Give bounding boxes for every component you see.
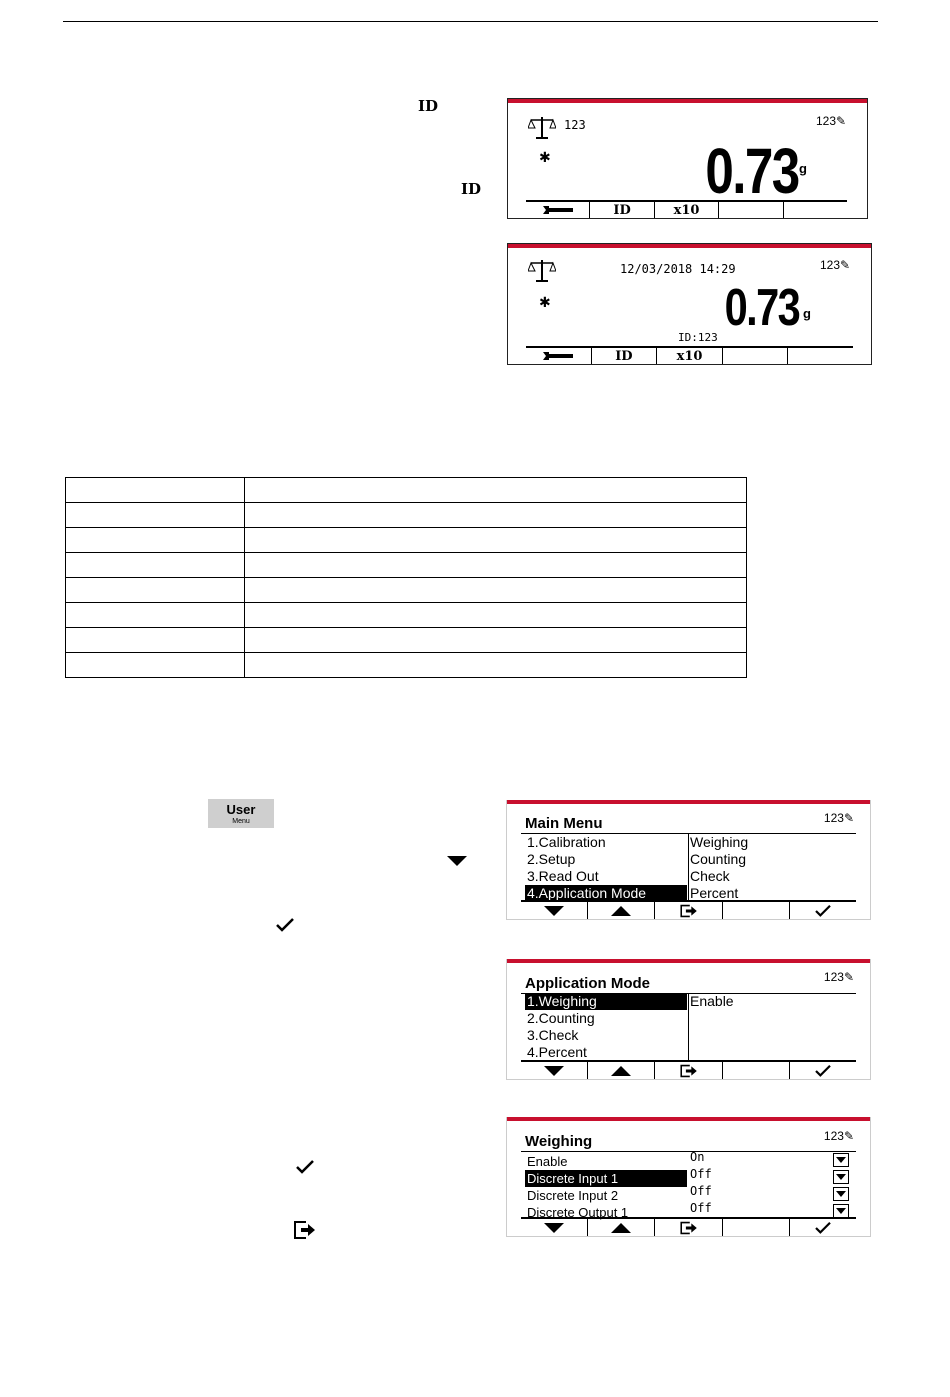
header-rule bbox=[63, 21, 878, 22]
exit-icon bbox=[292, 1219, 318, 1241]
scale-number: 123 bbox=[564, 118, 586, 132]
lcd-top-bar bbox=[508, 99, 867, 103]
lcd-screen-id bbox=[507, 243, 872, 365]
submenu-item: Check bbox=[690, 868, 730, 884]
table-cell bbox=[66, 603, 245, 628]
softkey-exit[interactable] bbox=[655, 1219, 722, 1236]
exit-icon bbox=[678, 1064, 700, 1078]
softkey-blank[interactable] bbox=[723, 1062, 790, 1079]
user-menu-button[interactable] bbox=[208, 799, 274, 828]
wrench-icon bbox=[543, 351, 573, 361]
table-row bbox=[66, 478, 747, 503]
menu-item-enable[interactable]: Enable bbox=[527, 1154, 568, 1169]
checkmark-icon bbox=[295, 1158, 315, 1176]
menu-divider bbox=[688, 833, 689, 901]
softkey-exit[interactable] bbox=[655, 902, 722, 919]
menu-item-check[interactable]: 3.Check bbox=[527, 1027, 579, 1043]
menu-title: Main Menu bbox=[525, 815, 603, 832]
triangle-up-icon bbox=[611, 1223, 631, 1233]
user-menu-subtitle: Menu bbox=[232, 818, 250, 825]
exit-icon bbox=[678, 904, 700, 918]
table-row bbox=[66, 503, 747, 528]
weight-unit: g bbox=[803, 306, 811, 321]
softkey-bar bbox=[521, 900, 856, 919]
setting-value: Off bbox=[690, 1201, 712, 1215]
softkey-up[interactable] bbox=[588, 902, 655, 919]
table-row bbox=[66, 553, 747, 578]
table-row bbox=[66, 603, 747, 628]
scale-icon bbox=[528, 258, 556, 284]
lcd-top-bar bbox=[507, 1117, 870, 1121]
table-cell bbox=[245, 603, 747, 628]
dropdown-button[interactable] bbox=[833, 1170, 849, 1184]
softkey-accept[interactable] bbox=[790, 1062, 856, 1079]
dropdown-button[interactable] bbox=[833, 1153, 849, 1167]
menu-item-counting[interactable]: 2.Counting bbox=[527, 1010, 595, 1026]
menu-item-weighing[interactable]: 1.Weighing bbox=[525, 993, 687, 1010]
softkey-id[interactable]: ID bbox=[590, 202, 654, 218]
menu-list bbox=[525, 834, 687, 902]
menu-item-read-out[interactable]: 3.Read Out bbox=[527, 868, 599, 884]
table-row bbox=[66, 653, 747, 678]
softkey-x10[interactable]: x10 bbox=[657, 348, 723, 364]
table-row bbox=[66, 628, 747, 653]
setting-value: Off bbox=[690, 1167, 712, 1181]
table-row bbox=[66, 578, 747, 603]
softkey-bar bbox=[526, 346, 853, 364]
dropdown-button[interactable] bbox=[833, 1204, 849, 1218]
lcd-screen-weighing bbox=[507, 98, 868, 219]
status-right: 123✎ bbox=[816, 114, 847, 128]
id-line: ID:123 bbox=[678, 331, 718, 344]
lcd-main-menu bbox=[506, 800, 871, 920]
asterisk-icon: ✱ bbox=[539, 149, 551, 165]
table-cell bbox=[245, 528, 747, 553]
pencil-icon: ✎ bbox=[843, 811, 854, 825]
menu-item-application-mode[interactable]: 4.Application Mode bbox=[525, 885, 687, 902]
table-cell bbox=[245, 503, 747, 528]
softkey-blank[interactable] bbox=[723, 1219, 790, 1236]
softkey-up[interactable] bbox=[588, 1219, 655, 1236]
triangle-up-icon bbox=[611, 906, 631, 916]
softkey-accept[interactable] bbox=[790, 1219, 856, 1236]
table-cell bbox=[245, 628, 747, 653]
checkmark-icon bbox=[813, 1221, 833, 1235]
menu-item-calibration[interactable]: 1.Calibration bbox=[527, 834, 606, 850]
dropdown-button[interactable] bbox=[833, 1187, 849, 1201]
softkey-blank[interactable] bbox=[723, 348, 789, 364]
chevron-down-icon bbox=[836, 1208, 846, 1214]
wrench-icon bbox=[543, 205, 573, 215]
lcd-weighing-settings bbox=[506, 1117, 871, 1237]
lcd-top-bar bbox=[507, 800, 870, 804]
softkey-accept[interactable] bbox=[790, 902, 856, 919]
triangle-up-icon bbox=[611, 1066, 631, 1076]
softkey-id[interactable]: ID bbox=[592, 348, 658, 364]
triangle-down-icon bbox=[544, 906, 564, 916]
softkey-blank[interactable] bbox=[723, 902, 790, 919]
softkey-bar bbox=[526, 200, 847, 218]
softkey-blank[interactable] bbox=[719, 202, 783, 218]
table-cell bbox=[245, 653, 747, 678]
menu-item-discrete-output-1[interactable]: Discrete Output 1 bbox=[527, 1205, 629, 1220]
softkey-down[interactable] bbox=[521, 1062, 588, 1079]
menu-item-discrete-input-1[interactable]: Discrete Input 1 bbox=[525, 1170, 687, 1187]
softkey-settings[interactable] bbox=[526, 202, 590, 218]
softkey-down[interactable] bbox=[521, 1219, 588, 1236]
checkmark-icon bbox=[813, 1064, 833, 1078]
datetime: 12/03/2018 14:29 bbox=[620, 262, 736, 276]
dropdown-column bbox=[833, 1153, 849, 1218]
table-cell bbox=[66, 553, 245, 578]
setting-value: Off bbox=[690, 1184, 712, 1198]
pencil-icon: ✎ bbox=[843, 970, 854, 984]
softkey-up[interactable] bbox=[588, 1062, 655, 1079]
pencil-icon: ✎ bbox=[836, 114, 847, 128]
table-cell bbox=[245, 578, 747, 603]
exit-icon bbox=[678, 1221, 700, 1235]
table-cell bbox=[66, 653, 245, 678]
status-right: 123✎ bbox=[823, 811, 854, 825]
weight-readout: 0.73 bbox=[705, 135, 799, 207]
table-cell bbox=[66, 628, 245, 653]
value-enable: Enable bbox=[690, 993, 734, 1009]
table-row bbox=[66, 528, 747, 553]
table-cell bbox=[66, 528, 245, 553]
menu-item-discrete-input-2[interactable]: Discrete Input 2 bbox=[527, 1188, 619, 1203]
softkey-blank[interactable] bbox=[788, 348, 853, 364]
submenu-preview bbox=[690, 834, 748, 902]
scale-icon bbox=[528, 115, 556, 141]
menu-title: Weighing bbox=[525, 1133, 593, 1150]
weight-readout: 0.73 bbox=[724, 279, 799, 337]
lcd-top-bar bbox=[507, 959, 870, 963]
softkey-bar bbox=[521, 1217, 856, 1236]
triangle-down-icon bbox=[544, 1223, 564, 1233]
checkmark-icon bbox=[275, 916, 295, 934]
menu-value bbox=[690, 993, 734, 1010]
asterisk-icon: ✱ bbox=[539, 294, 551, 310]
submenu-item: Percent bbox=[690, 885, 739, 901]
inline-id-label: ID bbox=[418, 97, 439, 115]
pencil-icon: ✎ bbox=[840, 258, 851, 272]
triangle-down-icon bbox=[544, 1066, 564, 1076]
chevron-down-icon bbox=[836, 1191, 846, 1197]
softkey-down[interactable] bbox=[521, 902, 588, 919]
table-cell bbox=[245, 478, 747, 503]
setting-value: On bbox=[690, 1150, 705, 1164]
table-cell bbox=[66, 478, 245, 503]
status-right: 123✎ bbox=[823, 1129, 854, 1143]
softkey-exit[interactable] bbox=[655, 1062, 722, 1079]
status-right: 123✎ bbox=[823, 970, 854, 984]
table-cell bbox=[66, 578, 245, 603]
menu-item-setup[interactable]: 2.Setup bbox=[527, 851, 576, 867]
menu-separator bbox=[521, 1151, 856, 1152]
table-cell bbox=[66, 503, 245, 528]
menu-divider bbox=[688, 993, 689, 1061]
inline-id-label: ID bbox=[461, 180, 482, 198]
triangle-down-icon bbox=[447, 856, 467, 866]
lcd-application-mode bbox=[506, 959, 871, 1080]
submenu-item: Counting bbox=[690, 851, 747, 867]
softkey-bar bbox=[521, 1060, 856, 1079]
pencil-icon: ✎ bbox=[843, 1129, 854, 1143]
status-right: 123✎ bbox=[820, 258, 851, 272]
user-menu-title: User bbox=[226, 802, 256, 817]
settings-values bbox=[690, 1149, 712, 1217]
lcd-top-bar bbox=[508, 244, 871, 248]
menu-list bbox=[525, 993, 687, 1061]
chevron-down-icon bbox=[836, 1157, 846, 1163]
menu-item-percent[interactable]: 4.Percent bbox=[527, 1044, 587, 1060]
softkey-x10[interactable]: x10 bbox=[655, 202, 719, 218]
empty-table bbox=[65, 477, 747, 678]
checkmark-icon bbox=[813, 904, 833, 918]
chevron-down-icon bbox=[836, 1174, 846, 1180]
weight-unit: g bbox=[799, 161, 807, 176]
softkey-settings[interactable] bbox=[526, 348, 592, 364]
menu-list bbox=[525, 1153, 687, 1221]
submenu-item: Weighing bbox=[690, 834, 749, 850]
softkey-blank[interactable] bbox=[784, 202, 847, 218]
table-cell bbox=[245, 553, 747, 578]
menu-title: Application Mode bbox=[525, 975, 650, 992]
